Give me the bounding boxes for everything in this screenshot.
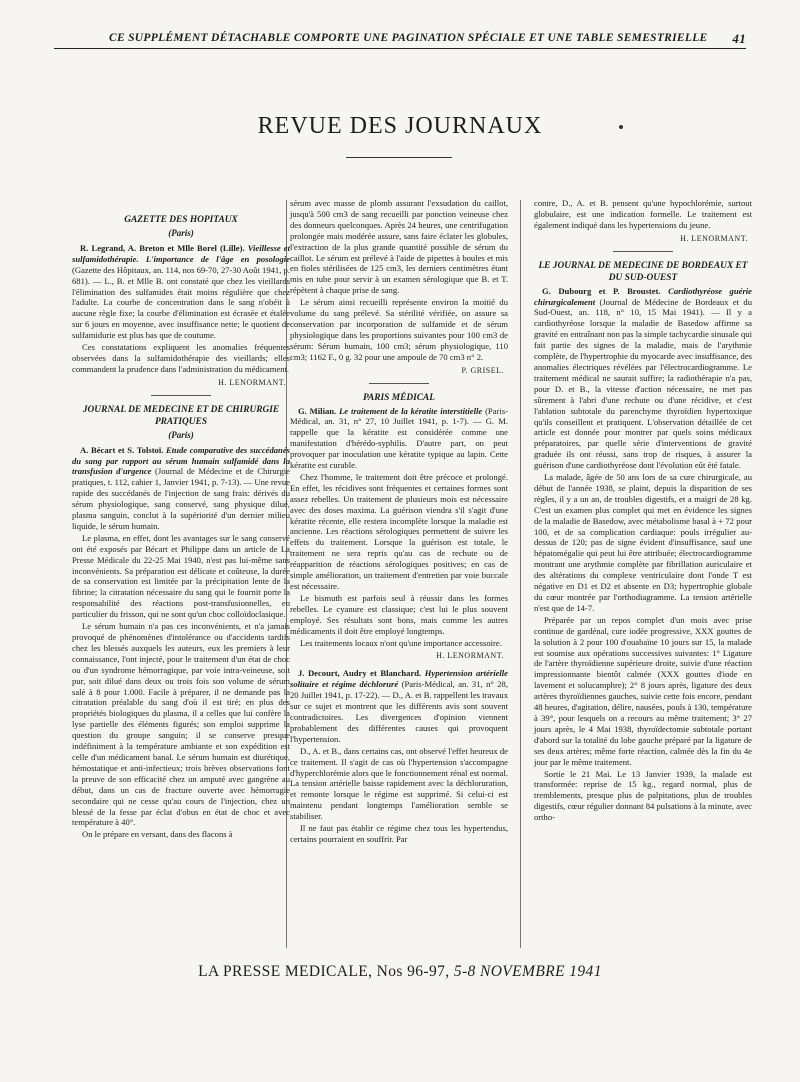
section-rule (613, 251, 673, 252)
paragraph: La malade, âgée de 50 ans lors de sa cure chirurgicale, au début de l'année 1938, se plaint, depuis la disparition de ses règles, il y a un an, de troubles digestifs, et a maigri de 28 kg. C'est un examen plus complet qui met en évidence les signes de la maladie de Basedow, avec métabolisme basal à + 72 pour 100, et de sa complication cardiaque: pouls irrégulier au-dessus de 120; pas de signe évident d'insuffisance, sauf une hépatomégalie qui peut lui être attribuée; électrocardiogramme montrant une arythmie complète par fibrillation auriculaire et des altérations du complexe ventriculaire dont l'onde T est négative en D1 et D2 et absente en D3; hypertrophie globale du cœur montrée par l'orthodiagramme. La tension artérielle n'est que de 14-7. (534, 472, 752, 613)
abstract (72, 445, 290, 532)
page-number: 41 (732, 31, 746, 46)
masthead-rule (346, 157, 452, 158)
paragraph: Le plasma, en effet, dont les avantages sur le sang conservé ont été exposés par Bécart et Philippe dans un article de La Presse Médicale du 22-25 Mai 1940, n'est pas lui-même sans inconvénients. Sa préparation est délicate et coûteuse, la durée de sa conservation est limitée par la précipitation lente de la fibrine; la citratation nécessaire du sang qui le fournit porte la responsabilité des réactions post-transfusionnelles, en particulier du frisson, qui ne sont qu'un choc colloïdoclasique. (72, 532, 290, 620)
abstract (290, 406, 508, 471)
column-2 (290, 198, 508, 846)
abstract-body: (Paris-Médical, an. 31, n° 28, 20 Juillet 1941, p. 17-22). — D., A. et B. rappellent les travaux sur ce sujet et montrent que les différents avis sont souvent contradictoires. Les divergences d'opinion viennent probablement des différentes causes qui provoquent l'hypertension. (290, 679, 508, 744)
paragraph: Préparée par un repos complet d'un mois avec prise continue de gardénal, cure iodée progressive, XXX gouttes de la solution à 2 pour 100 d'ouabaïne 10 jours sur 15, la malade est soumise aux opérations successives suivantes: 1° Ligature de l'artère thyroïdienne supérieure droite, suivie d'une réaction impressionnante bientôt calmée (XXX gouttes d'iode en lavement et solucamphre); 2° 8 jours après, ligature des deux artères thyroïdiennes gauches, suivie cette fois encore, pendant 48 heures, d'agitation, délire, nausées, pouls à 130, température à 39°, pour lesquels on a recours au même traitement; 3° 27 jours après, le 4 Mai 1938, thyroïdectomie subtotale portant d'abord sur la totalité du lobe gauche préparé par la ligature de ses deux artères; même forte réaction, calmée dès la fin du 4e jour par le même traitement. (534, 614, 752, 767)
paragraph: Chez l'homme, le traitement doit être précoce et prolongé. En effet, les récidives sont fréquentes et certaines formes sont assez rebelles. Un traitement de plusieurs mois est nécessaire avec des doses maxima. La guérison viendra s'il s'agit d'une kératite récente, elle restera incomplète lorsque la maladie est ancienne. Les réactions sérologiques permettent de suivre les effets du traitement. Lorsque la guérison est totale, le traitement ne sera repris qu'au cas de rechute ou de réapparition de réactions sérologiques positives; en cas de simple amélioration, un traitement d'entretien par voie buccale est nécessaire. (290, 471, 508, 591)
article-title: Cardiothyréose guérie chirurgicalement (534, 285, 752, 307)
section-title: GAZETTE DES HOPITAUX (124, 215, 238, 225)
authors: R. Legrand, A. Breton et Mlle Borel (Lille). (80, 242, 245, 253)
abstract-body: (Paris-Médical, an. 31, n° 27, 10 Juillet 1941, p. 1-7). — G. M. rappelle que la kératite est considérée comme une manifestation d'hérédo-syphilis. D'autre part, on peut provoquer par inoculation une kératite typique au lapin. Cette kératite est curable. (290, 405, 508, 471)
section-title: LE JOURNAL DE MEDECINE DE BORDEAUX ET DU SUD-OUEST (538, 260, 748, 283)
authors: A. Bécart et S. Tolstoï. (80, 444, 164, 455)
abstract-body: (Journal de Médecine de Bordeaux et du Sud-Ouest, an. 118, n° 10, 15 Mai 1941). — Il y a cardiothyréose lorsque la maladie de Basedow affirme sa gravité en entraînant non pas la simple tachycardie sinusale qui fait partie des signes de la maladie, mais de l'arythmie complète, de l'hypertrophie du myocarde avec insuffisance, des anomalies électriques révélées par l'électrocardiogramme. Le traitement médical ne saurait suffire; la radiothérapie n'a pas, pour D. et B., la vitesse d'action nécessaire, ne met pas sûrement à l'abri d'une rechute ou d'une récidive, et c'est l'ablation subtotale du parenchyme thyroïdien hypertoxique qu'ils conseillent et pratiquent. L'observation détaillée de cet article est donnée pour montrer par quels soins médicaux préparatoires, par quelle série d'interventions de gravité graduée ils ont réussi, sans trop de risques, à assurer la guérison d'une cardiothyréose dont l'évolution eût été fatale. (534, 296, 752, 471)
section-subtitle: (Paris) (168, 228, 194, 238)
section-title: JOURNAL DE MEDECINE ET DE CHIRURGIE PRATIQUES (82, 404, 280, 427)
signature: H. LENORMANT. (436, 651, 504, 661)
abstract-body: (Journal de Médecine et de Chirurgie pratiques, t. 112, cahier 1, Janvier 1941, p. 7-13). — Une revue rapide des succédanés de l'injection de sang frais: dérivés du sérum physiologique, sang conservé, sang physique dilué, plasma sanguin, conclut à la supériorité d'un dernier milieu liquide, le sérum humain. (72, 466, 290, 531)
column-3 (534, 198, 752, 824)
abstract (72, 243, 290, 341)
paragraph: D., A. et B., dans certains cas, ont observé l'effet heureux de ce traitement. Il s'agit de cas où l'hypertension s'accompagne d'hyperchlorémie alors que le fonctionnement rénal est normal. La tension artérielle baisse rapidement avec la déchloruration, et remonte lorsque le régime est supprimé. Si celui-ci est maintenu pendant longtemps l'amélioration semble se stabiliser. (290, 745, 508, 822)
section-title: PARIS MÉDICAL (363, 392, 435, 403)
paragraph: contre, D., A. et B. pensent qu'une hypochlorémie, surtout globulaire, est une indication formelle. Le traitement est également indiqué dans les hypertensions du jeune. (534, 198, 752, 230)
authors: J. Decourt, Audry et Blanchard. (298, 668, 422, 679)
header-rule (54, 48, 746, 49)
paragraph: Le sérum ainsi recueilli représente environ la moitié du volume du sang prélevé. Sa stérilité vérifiée, on assure sa conservation par incorporation de sulfamide et de sérum physiologique dans les proportions suivantes pour 100 cm3 de sérum: Sérum humain, 100 cm3; sérum physiologique, 110 cm3; 1162 F., 0 g. 32 pour une ampoule de 70 cm3 n° 2. (290, 297, 508, 362)
paragraph: Les traitements locaux n'ont qu'une importance accessoire. (300, 637, 502, 648)
paragraph: Ces constatations expliquent les anomalies fréquentes observées dans la sulfamidothérapie des vieillards; elles commandent la prudence dans l'administration du médicament. (72, 342, 290, 374)
abstract-body: (Gazette des Hôpitaux, an. 114, nos 69-70, 27-30 Août 1941, p. 681). — L., B. et Mlle B. ont constaté que chez les vieillards l'élimination des sulfamides était moins régulière que chez l'adulte. La courbe de concentration dans le sang n'obéit à aucune règle fixe; la courbe d'élimination est écrasée et étalée sur 6 jours en moyenne, avec insuffisance nette; le quotient de sulfamidurie est plus bas que de coutume. (72, 264, 290, 341)
paragraph: Sortie le 21 Mai. Le 13 Janvier 1939, la malade est transformée: reprise de 15 kg., regard normal, plus de tremblements, presque plus de palpitations, plus de troubles digestifs, cœur régulier donnant 84 pulsations à la minute, avec ortho- (534, 768, 752, 823)
signature: P. GRISEL. (461, 365, 504, 375)
paragraph: Le bismuth est parfois seul à réussir dans les formes rebelles. Le cyanure est classique; c'est lui le plus souvent employé. Ses résultats sont bons, mais comme les autres médicaments il doit être employé longtemps. (290, 592, 508, 636)
authors: G. Milian. (298, 405, 337, 416)
article-title: Etude comparative des succédanés du sang par rapport au sérum humain sulfamidé dans la transfusion d'urgence (72, 444, 290, 477)
authors: G. Dubourg et P. Broustet. (542, 285, 661, 296)
running-header (54, 28, 746, 48)
signature: H. LENORMANT. (218, 377, 286, 387)
page-footer (0, 963, 800, 981)
footer-issue: Nos 96-97, (376, 963, 450, 980)
column-divider (520, 200, 521, 948)
running-header-text: CE SUPPLÉMENT DÉTACHABLE COMPORTE UNE PAGINATION SPÉCIALE ET UNE TABLE SEMESTRIELLE (109, 32, 708, 44)
paragraph: sérum avec masse de plomb assurant l'exsudation du caillot, jusqu'à 500 cm3 de sang recueilli par ponction veineuse chez des donneurs quelconques. Après 24 heures, une centrifugation prolongée mais modérée assure, sans faire éclater les globules, l'extraction de la plus grande quantité possible de sérum du caillot. Le sérum est prélevé à l'aide de pipettes à boules et mis en fioles stérilisées de 125 cm3, les derniers centimètres étant mis en tube pour servir à un examen sérologique que B. et T. répètent à chaque prise de sang. (290, 198, 508, 296)
article-title: Hypertension artérielle solitaire et régime déchloruré (290, 668, 508, 690)
abstract (534, 286, 752, 471)
paragraph: Le sérum humain n'a pas ces inconvénients, et n'a jamais provoqué de phénomènes d'intolérance ou d'accidents tardifs chez les blessés auxquels les auteurs, eux les premiers à leur connaissance, l'ont injecté, pour le traitement d'un état de choc ou d'un syndrome hémorragique, par voie intra-veineuse, soit pur, soit dilué dans deux ou trois fois son volume de sérum salé à 8 pour 1.000. Facile à préparer, il ne demande pas la citratation préalable du sang d'où il est tiré; en plus des propriétés biologiques du plasma, il a celles que lui confère la lyse partielle des éléments figurés; son emploi supprime la question du groupe sanguin; il se conserve presque indéfiniment à la température ambiante et son expédition est celle d'un médicament banal. Le sérum humain est diurétique, hémostatique et anti-infectieux; trois brèves observations font la preuve de son efficacité chez un amputé avec gangrène au début, dans un cas de fracture ouverte avec hémorragie secondaire qui ne cesse qu'au cours de l'injection, chez un blessé de la fesse par éclat d'obus en état de choc et avec température à 40°. (72, 621, 290, 828)
footer-date: 5-8 NOVEMBRE 1941 (453, 963, 602, 980)
abstract (290, 668, 508, 744)
masthead-title: REVUE DES JOURNAUX (257, 113, 543, 139)
article-title: Vieillesse et sulfamidothérapie. L'importance de l'âge en posologie (72, 242, 290, 264)
article-title: Le traitement de la kératite interstitielle (339, 405, 483, 416)
signature: H. LENORMANT. (680, 233, 748, 243)
paragraph: On le prépare en versant, dans des flacons à (82, 829, 233, 840)
column-1 (72, 208, 290, 841)
footer-journal: LA PRESSE MEDICALE, (198, 963, 373, 980)
section-rule (151, 395, 211, 396)
ornament-dot (619, 125, 623, 129)
section-rule (369, 383, 429, 384)
paragraph: Il ne faut pas établir ce régime chez tous les hypertendus, certains pourraient en souffrir. Par (290, 823, 508, 844)
section-subtitle: (Paris) (168, 429, 194, 440)
